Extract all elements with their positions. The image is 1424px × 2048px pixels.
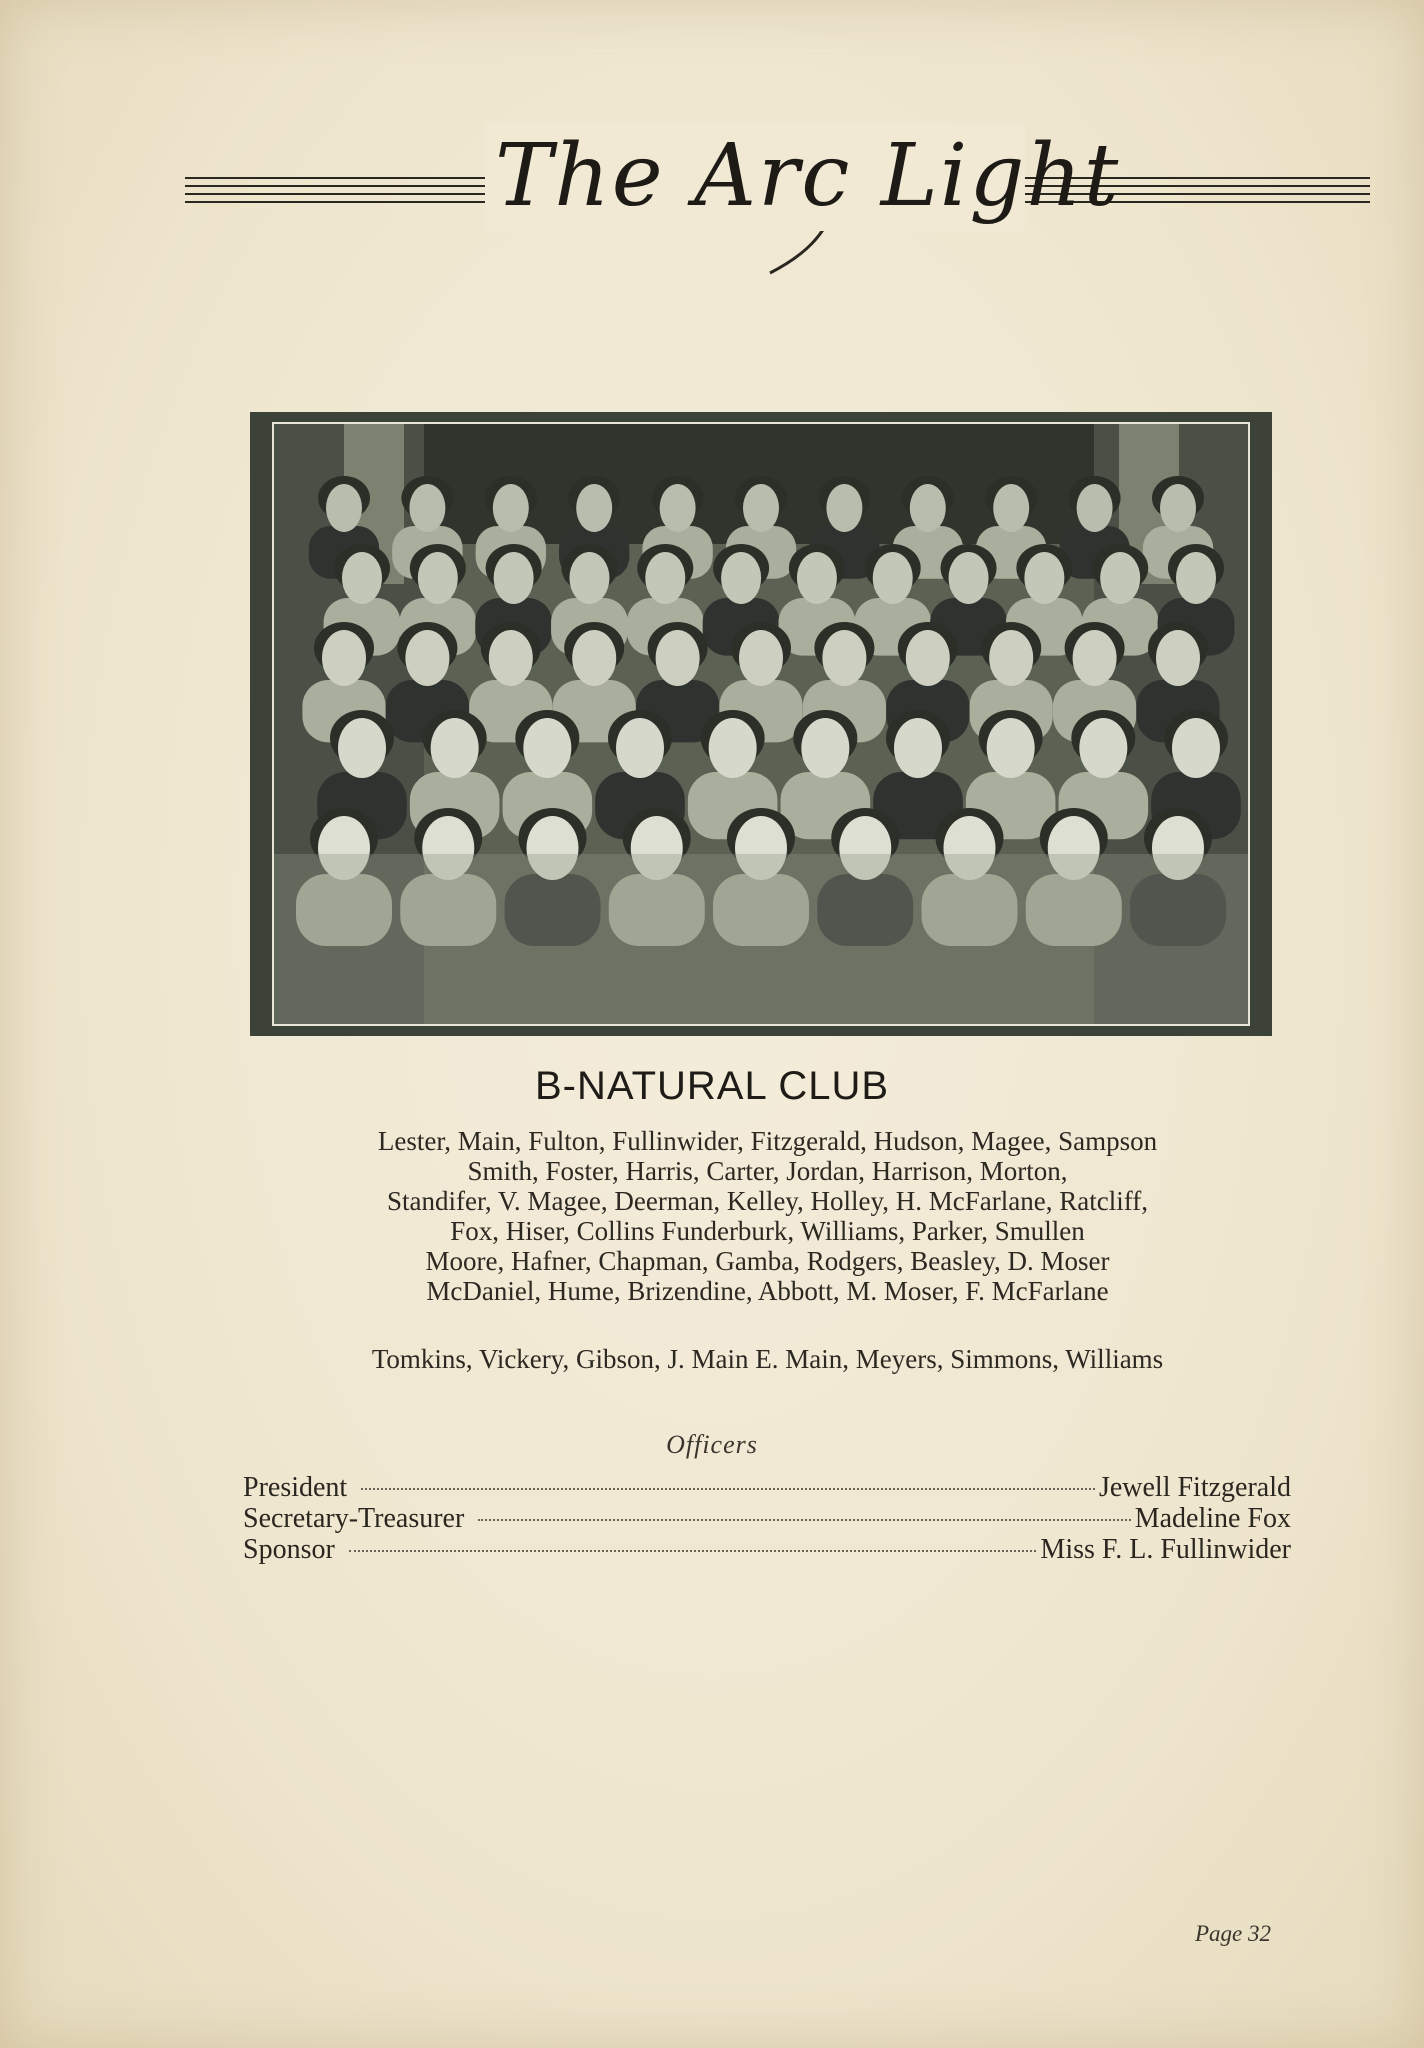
officer-role: President bbox=[243, 1472, 348, 1503]
figure-face bbox=[949, 552, 989, 604]
group-photo-frame bbox=[250, 412, 1272, 1036]
figure-face bbox=[645, 552, 685, 604]
masthead-title: The Arc Light bbox=[485, 123, 1025, 231]
member-line: Lester, Main, Fulton, Fullinwider, Fitzgerald, Hudson, Magee, Sampson bbox=[377, 1126, 1158, 1156]
figure-face bbox=[1100, 552, 1140, 604]
figure-face bbox=[656, 630, 700, 686]
group-photo bbox=[272, 422, 1250, 1026]
figure-face bbox=[338, 718, 386, 778]
figure-face bbox=[342, 552, 382, 604]
page-number: Page 32 bbox=[1195, 1921, 1272, 1946]
figure-face bbox=[523, 718, 571, 778]
officer-role: Sponsor bbox=[243, 1534, 335, 1565]
member-list bbox=[230, 1126, 1305, 1306]
officers-heading: Officers bbox=[666, 1430, 758, 1459]
member-list-additional: Tomkins, Vickery, Gibson, J. Main E. Main, Meyers, Simmons, Williams bbox=[371, 1344, 1164, 1374]
figure-face bbox=[576, 484, 612, 532]
figure-face bbox=[1079, 718, 1127, 778]
figure-face bbox=[1160, 484, 1196, 532]
member-line: Standifer, V. Magee, Deerman, Kelley, Holley, H. McFarlane, Ratcliff, bbox=[387, 1186, 1148, 1216]
figure-face bbox=[1024, 552, 1064, 604]
dot-leader bbox=[349, 1550, 1037, 1552]
figure-face bbox=[418, 552, 458, 604]
figure-face bbox=[569, 552, 609, 604]
figure-face bbox=[322, 630, 366, 686]
figure-face bbox=[494, 552, 534, 604]
figure-face bbox=[1156, 630, 1200, 686]
figure-face bbox=[1172, 718, 1220, 778]
figure-face bbox=[493, 484, 529, 532]
figure-face bbox=[489, 630, 533, 686]
figure-face bbox=[431, 718, 479, 778]
officer-row bbox=[243, 1472, 1291, 1503]
group-photo-illustration bbox=[274, 424, 1248, 1024]
member-line: McDaniel, Hume, Brizendine, Abbott, M. Moser, F. McFarlane bbox=[426, 1276, 1109, 1306]
officer-name: Miss F. L. Fullinwider bbox=[1040, 1534, 1291, 1565]
figure-face bbox=[910, 484, 946, 532]
figure-face bbox=[873, 552, 913, 604]
figure-face bbox=[409, 484, 445, 532]
officer-name: Jewell Fitzgerald bbox=[1098, 1472, 1291, 1503]
figure-face bbox=[993, 484, 1029, 532]
officer-role: Secretary-Treasurer bbox=[243, 1503, 465, 1534]
figure-face bbox=[660, 484, 696, 532]
member-line: Smith, Foster, Harris, Carter, Jordan, Harrison, Morton, bbox=[467, 1156, 1068, 1186]
figure-face bbox=[826, 484, 862, 532]
figure-face bbox=[987, 718, 1035, 778]
masthead bbox=[185, 115, 1370, 285]
figure-face bbox=[739, 630, 783, 686]
officer-name: Madeline Fox bbox=[1134, 1503, 1291, 1534]
dot-leader bbox=[478, 1519, 1130, 1521]
figure-face bbox=[906, 630, 950, 686]
figure-face bbox=[797, 552, 837, 604]
dot-leader bbox=[361, 1488, 1095, 1490]
member-line: Fox, Hiser, Collins Funderburk, Williams, Parker, Smullen bbox=[450, 1216, 1085, 1246]
figure-face bbox=[326, 484, 362, 532]
officer-row bbox=[243, 1503, 1291, 1534]
figure-face bbox=[1176, 552, 1216, 604]
member-line: Moore, Hafner, Chapman, Gamba, Rodgers, Beasley, D. Moser bbox=[425, 1246, 1110, 1276]
officers-list bbox=[243, 1472, 1291, 1565]
figure-face bbox=[572, 630, 616, 686]
club-title: B-NATURAL CLUB bbox=[534, 1064, 890, 1108]
figure-face bbox=[822, 630, 866, 686]
figure-face bbox=[894, 718, 942, 778]
figure-face bbox=[405, 630, 449, 686]
figure-face bbox=[743, 484, 779, 532]
figure-face bbox=[989, 630, 1033, 686]
officer-row bbox=[243, 1534, 1291, 1565]
figure-face bbox=[801, 718, 849, 778]
figure-face bbox=[1077, 484, 1113, 532]
figure-face bbox=[721, 552, 761, 604]
figure-face bbox=[1073, 630, 1117, 686]
figure-face bbox=[616, 718, 664, 778]
figure-face bbox=[709, 718, 757, 778]
